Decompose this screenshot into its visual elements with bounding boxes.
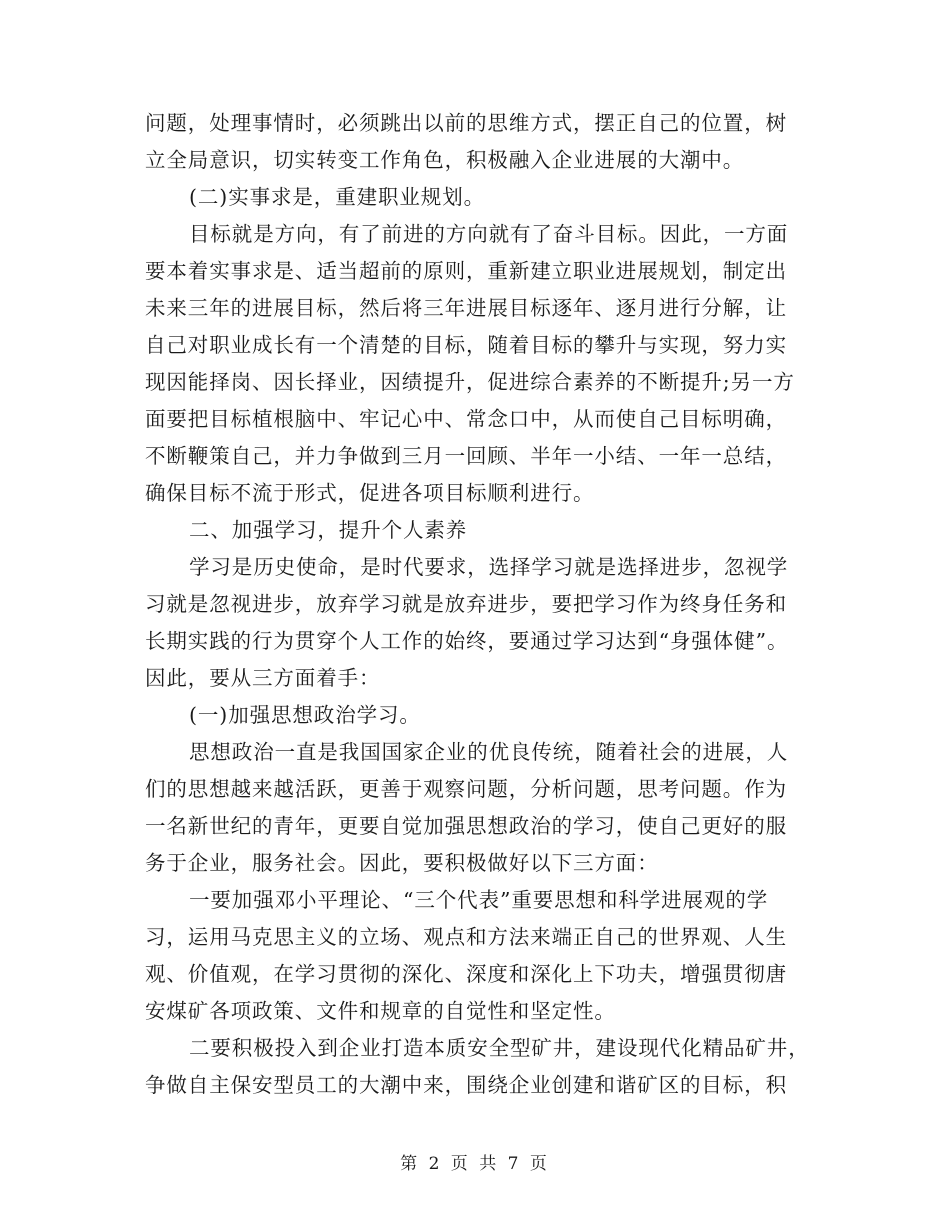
text-line: 们的思想越来越活跃，更善于观察问题，分析问题，思考问题。作为: [145, 777, 787, 801]
text-line: 一要加强邓小平理论、“三个代表”重要思想和科学进展观的学: [189, 888, 769, 912]
text-line: 习就是忽视进步，放弃学习就是放弃进步，要把学习作为终身任务和: [145, 592, 787, 616]
text-line: 自己对职业成长有一个清楚的目标，随着目标的攀升与实现，努力实: [145, 333, 787, 357]
text-line: 学习是历史使命，是时代要求，选择学习就是选择进步，忽视学: [189, 555, 789, 579]
text-line: 二要积极投入到企业打造本质安全型矿井，建设现代化精品矿井，: [189, 1036, 810, 1060]
text-line: 争做自主保安型员工的大潮中来，围绕企业创建和谐矿区的目标，积: [145, 1073, 787, 1097]
text-line: 二、加强学习，提升个人素养: [189, 518, 468, 542]
text-line: 务于企业，服务社会。因此，要积极做好以下三方面：: [145, 851, 659, 875]
text-line: 观、价值观，在学习贯彻的深化、深度和深化上下功夫，增强贯彻唐: [145, 962, 787, 986]
text-line: 思想政治一直是我国国家企业的优良传统，随着社会的进展，人: [189, 740, 789, 764]
text-line: 因此，要从三方面着手：: [145, 666, 381, 690]
text-line: (一)加强思想政治学习。: [189, 703, 421, 727]
text-line: (二)实事求是，重建职业规划。: [189, 185, 485, 209]
page-footer: 第 2 页 共 7 页: [400, 1154, 550, 1174]
text-line: 现因能择岗、因长择业，因绩提升，促进综合素养的不断提升;另一方: [145, 370, 795, 394]
text-line: 面要把目标植根脑中、牢记心中、常念口中，从而使自己目标明确，: [145, 407, 787, 431]
text-line: 未来三年的进展目标，然后将三年进展目标逐年、逐月进行分解，让: [145, 296, 787, 320]
document-body: [145, 105, 813, 1104]
text-line: 不断鞭策自己，并力争做到三月一回顾、半年一小结、一年一总结，: [145, 444, 787, 468]
text-line: 问题，处理事情时，必须跳出以前的思维方式，摆正自己的位置，树: [145, 111, 787, 135]
text-line: 确保目标不流于形式，促进各项目标顺利进行。: [145, 481, 595, 505]
text-line: 立全局意识，切实转变工作角色，积极融入企业进展的大潮中。: [145, 148, 745, 172]
text-line: 一名新世纪的青年，更要自觉加强思想政治的学习，使自己更好的服: [145, 814, 787, 838]
text-line: 安煤矿各项政策、文件和规章的自觉性和坚定性。: [145, 999, 616, 1023]
text-line: 目标就是方向，有了前进的方向就有了奋斗目标。因此，一方面: [189, 222, 789, 246]
text-line: 习，运用马克思主义的立场、观点和方法来端正自己的世界观、人生: [145, 925, 787, 949]
text-line: 长期实践的行为贯穿个人工作的始终，要通过学习达到“身强体健”。: [145, 629, 789, 653]
text-line: 要本着实事求是、适当超前的原则，重新建立职业进展规划，制定出: [145, 259, 787, 283]
